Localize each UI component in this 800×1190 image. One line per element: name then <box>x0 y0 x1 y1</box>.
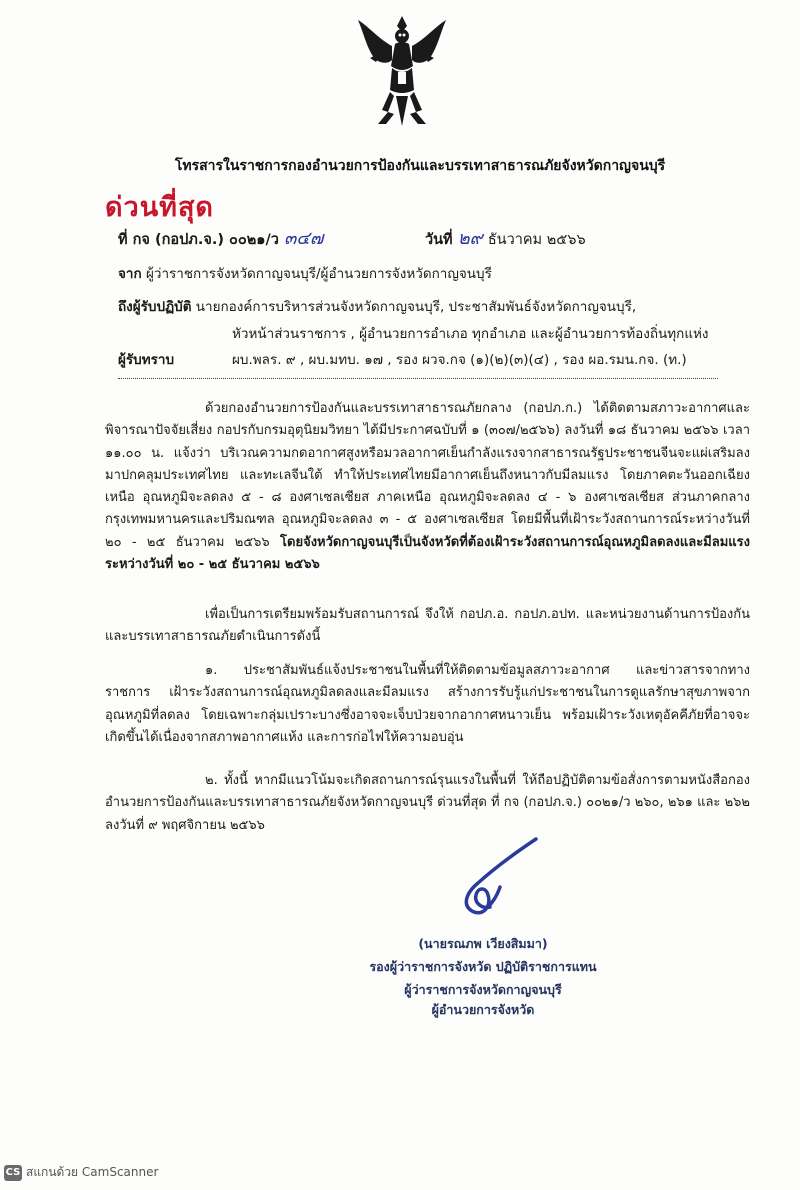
cc-label: ผู้รับทราบ <box>118 352 175 368</box>
document-date <box>425 223 586 252</box>
date-day-handwritten: ๒๙ <box>457 228 483 249</box>
to-line <box>118 295 636 317</box>
camscanner-watermark <box>4 1163 158 1182</box>
to-label: ถึงผู้รับปฏิบัติ <box>118 299 192 315</box>
separator-line <box>118 378 718 379</box>
to-value-2: หัวหน้าส่วนราชการ , ผู้อำนวยการอำเภอ ทุกอำเภอ และผู้อำนวยการท้องถิ่นทุกแห่ง <box>232 326 709 342</box>
document-title: โทรสารในราชการกองอำนวยการป้องกันและบรรเทาสาธารณภัยจังหวัดกาญจนบุรี <box>174 158 666 174</box>
camscanner-logo-icon: CS <box>4 1165 22 1181</box>
signer-name: (นายรณภพ เวียงสิมมา) <box>418 936 548 951</box>
from-label: จาก <box>118 266 142 282</box>
body-paragraph-1: ด้วยกองอำนวยการป้องกันและบรรเทาสาธารณภัยกลาง (กอปภ.ก.) ได้ติดตามสภาวะอากาศและพิจารณาปัจจัยเสี่ยง กอปรกับกรมอุตุนิยมวิทยา ได้มีประกาศฉบับที่ ๑ (๓๐๗/๒๕๖๖) ลงวันที่ ๑๘ ธันวาคม ๒๕๖๖ เวลา ๑๑.๐๐ น. แจ้งว่า บริเวณความกดอากาศสูงหรือมวลอากาศเย็นกำลังแรงจากสาธารณรัฐประชาชนจีนจะแผ่เสริมลงมาปกคลุมประเทศไทย และทะเลจีนใต้ ทำให้ประเทศไทยมีอากาศเย็นถึงหนาวกับมีลมแรง โดยภาคตะวันออกเฉียงเหนือ อุณหภูมิจะลดลง ๕ - ๘ องศาเซลเซียส ภาคเหนือ อุณหภูมิจะลดลง ๔ - ๖ องศาเซลเซียส ส่วนภาคกลาง กรุงเทพมหานครและปริมณฑล อุณหภูมิจะลดลง ๓ - ๕ องศาเซลเซียส โดยมีพื้นที่เฝ้าระวังสถานการณ์ระหว่างวันที่ ๒๐ - ๒๕ ธันวาคม ๒๕๖๖ โดยจังหวัดกาญจนบุรีเป็นจังหวัดที่ต้องเฝ้าระวังสถานการณ์อุณหภูมิลดลงและมีลมแรง ระหว่างวันที่ ๒๐ - ๒๕ ธันวาคม ๒๕๖๖ <box>105 401 750 573</box>
body-paragraph-4: ๒. ทั้งนี้ หากมีแนวโน้มจะเกิดสถานการณ์รุนแรงในพื้นที่ ให้ถือปฏิบัติตามข้อสั่งการตามหนังสือกองอำนวยการป้องกันและบรรเทาสาธารณภัยจังหวัดกาญจนบุรี ด่วนที่สุด ที่ กจ (กอปภ.จ.) ๐๐๒๑/ว ๒๖๐, ๒๖๑ และ ๒๖๒ ลงวันที่ ๙ พฤศจิกายน ๒๕๖๖ <box>105 773 750 833</box>
camscanner-text: สแกนด้วย CamScanner <box>26 1165 159 1179</box>
reference-number <box>118 223 323 252</box>
body-paragraph-2: เพื่อเป็นการเตรียมพร้อมรับสถานการณ์ จึงให้ กอปภ.อ. กอปภ.อปท. และหน่วยงานด้านการป้องกันและบรรเทาสาธารณภัยดำเนินการดังนี้ <box>105 607 750 645</box>
date-label: วันที่ <box>425 232 453 248</box>
date-rest: ธันวาคม ๒๕๖๖ <box>487 232 586 248</box>
signer-position-2: ผู้ว่าราชการจังหวัดกาญจนบุรี <box>404 982 562 997</box>
from-line <box>118 262 492 284</box>
ref-label: ที่ <box>118 232 128 248</box>
cc-value: ผบ.พลร. ๙ , ผบ.มทบ. ๑๗ , รอง ผวจ.กจ (๑)(๒)(๓)(๔) , รอง ผอ.รมน.กจ. (ท.) <box>232 352 687 368</box>
ref-number-handwritten: ๓๔๗ <box>283 228 324 249</box>
from-value: ผู้ว่าราชการจังหวัดกาญจนบุรี/ผู้อำนวยการจังหวัดกาญจนบุรี <box>145 266 492 282</box>
signer-position-3: ผู้อำนวยการจังหวัด <box>431 1002 535 1017</box>
signer-position-1: รองผู้ว่าราชการจังหวัด ปฏิบัติราชการแทน <box>369 959 597 974</box>
urgency-stamp: ด่วนที่สุด <box>105 192 214 223</box>
ref-value: กจ (กอปภ.จ.) ๐๐๒๑/ว <box>132 232 279 248</box>
garuda-emblem-icon <box>352 12 452 132</box>
handwritten-signature-icon <box>448 835 544 923</box>
body-paragraph-3: ๑. ประชาสัมพันธ์แจ้งประชาชนในพื้นที่ให้ติดตามข้อมูลสภาวะอากาศ และข่าวสารจากทางราชการ เฝ้าระวังสถานการณ์อุณหภูมิลดลงและมีลมแรง สร้างการรับรู้แก่ประชาชนในการดูแลรักษาสุขภาพจากอุณหภูมิที่ลดลง โดยเฉพาะกลุ่มเปราะบางซึ่งอาจจะเจ็บป่วยจากอากาศหนาวเย็น พร้อมเฝ้าระวังเหตุอัคคีภัยที่อาจจะเกิดขึ้นได้เนื่องจากสภาพอากาศแห้ง และการก่อไฟให้ความอบอุ่น <box>105 663 750 745</box>
body-paragraph-1-bold: โดยจังหวัดกาญจนบุรีเป็นจังหวัดที่ต้องเฝ้าระวังสถานการณ์อุณหภูมิลดลงและมีลมแรง ระหว่างวันที่ ๒๐ - ๒๕ ธันวาคม ๒๕๖๖ <box>105 534 750 573</box>
to-value-1: นายกองค์การบริหารส่วนจังหวัดกาญจนบุรี, ประชาสัมพันธ์จังหวัดกาญจนบุรี, <box>195 299 637 315</box>
